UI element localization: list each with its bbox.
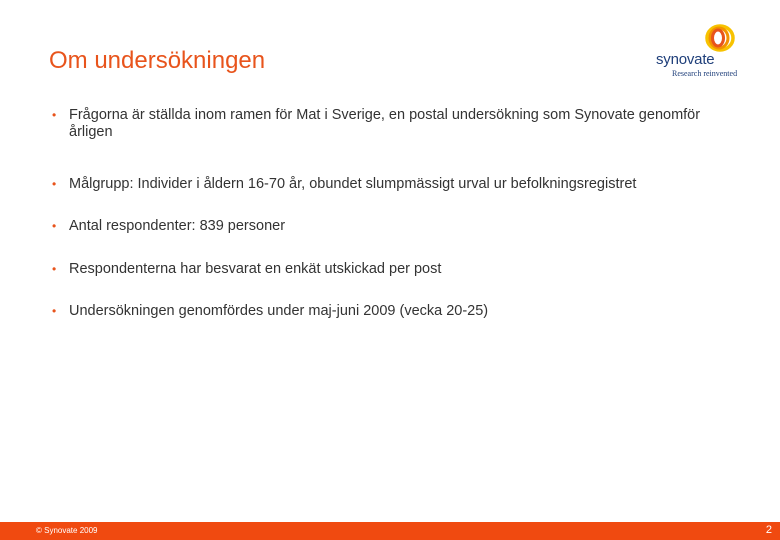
slide-title: Om undersökningen [49,47,266,74]
bullet-list [52,107,732,320]
synovate-rings-icon [702,22,738,52]
bullet-item [52,176,732,193]
synovate-logo [656,22,738,80]
bullet-item [52,218,732,235]
logo-tagline: Research reinvented [672,69,738,78]
logo-wordmark: synovate [656,51,715,68]
bullet-text: Målgrupp: Individer i åldern 16-70 år, obundet slumpmässigt urval ur befolkningsregistret [69,176,637,192]
footer-copyright: © Synovate 2009 [36,526,98,535]
bullet-text: Respondenterna har besvarat en enkät utskickad per post [69,261,442,277]
page-number: 2 [765,524,772,536]
bullet-item [52,107,732,141]
bullet-item [52,261,732,278]
footer-bar [0,522,780,540]
bullet-item [52,303,732,320]
bullet-text: Undersökningen genomfördes under maj-juni 2009 (vecka 20-25) [69,303,489,319]
bullet-text: Frågorna är ställda inom ramen för Mat i Sverige, en postal undersökning som Synovate genomför årligen [69,107,701,140]
bullet-marker: • [52,262,57,276]
bullet-marker: • [52,177,57,191]
bullet-marker: • [52,108,57,122]
bullet-marker: • [52,219,57,233]
bullet-text: Antal respondenter: 839 personer [69,218,286,234]
bullet-marker: • [52,304,57,318]
